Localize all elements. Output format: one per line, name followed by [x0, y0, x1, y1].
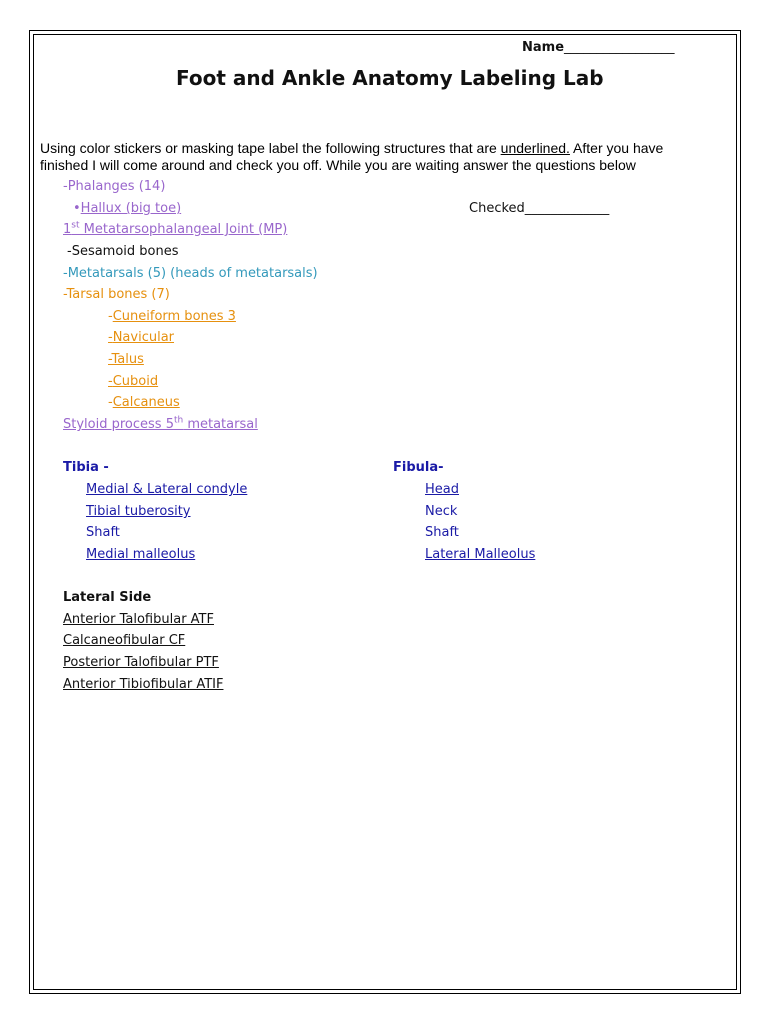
mp-joint-item [63, 222, 287, 238]
tarsal-item-label: Cuneiform bones 3 [112, 309, 236, 324]
page-title: Foot and Ankle Anatomy Labeling Lab [176, 66, 604, 90]
mp-superscript: st [71, 220, 80, 231]
mp-label: Metatarsophalangeal Joint (MP) [79, 222, 288, 237]
tarsal-item-label: Talus [111, 352, 144, 367]
tarsal-item-talus [108, 352, 144, 368]
tarsal-item-cuneiform [108, 309, 236, 325]
name-blank: _________________ [564, 40, 675, 55]
tibia-item: Medial malleolus [86, 547, 196, 562]
styloid-item [63, 417, 258, 433]
fibula-item: Lateral Malleolus [425, 547, 536, 562]
styloid-superscript: th [173, 415, 184, 426]
instructions-text-cont: After you have [569, 140, 664, 156]
tarsal-item-cuboid [108, 374, 158, 390]
lateral-item: Anterior Tibiofibular ATIF [63, 677, 224, 692]
phalanges-item: -Phalanges (14) [63, 179, 166, 194]
sesamoid-item: -Sesamoid bones [67, 244, 179, 259]
fibula-item: Shaft [425, 525, 459, 540]
tarsal-item-label: Navicular [112, 330, 175, 345]
dash: - [108, 352, 112, 367]
lateral-item: Anterior Talofibular ATF [63, 612, 214, 627]
styloid-label-end: metatarsal [183, 417, 258, 432]
lateral-item: Posterior Talofibular PTF [63, 655, 219, 670]
checked-label: Checked [469, 201, 525, 216]
checked-field [469, 201, 609, 217]
instructions-line-2: finished I will come around and check you off. While you are waiting answer the questions below [40, 157, 636, 173]
tibia-heading: Tibia - [63, 460, 109, 475]
instructions-text: Using color stickers or masking tape label the following structures that are [40, 140, 501, 156]
tarsal-item-navicular [108, 330, 174, 346]
checked-blank: _____________ [524, 201, 610, 216]
tibia-item: Tibial tuberosity [86, 504, 191, 519]
fibula-item: Head [425, 482, 459, 497]
instructions-line-1 [40, 140, 663, 157]
dash: - [108, 374, 113, 389]
dash: - [108, 330, 113, 345]
lateral-item: Calcaneofibular CF [63, 633, 186, 648]
styloid-label: Styloid process 5 [63, 417, 174, 432]
bullet: • [73, 201, 81, 216]
fibula-item: Neck [425, 504, 458, 519]
mp-number: 1 [63, 222, 72, 237]
tibia-item: Medial & Lateral condyle [86, 482, 248, 497]
dash: - [108, 309, 113, 324]
fibula-heading: Fibula- [393, 460, 444, 475]
lateral-side-heading: Lateral Side [63, 590, 152, 605]
name-field [522, 40, 675, 56]
tibia-item: Shaft [86, 525, 120, 540]
hallux-item [73, 201, 181, 217]
tarsal-item-label: Calcaneus [112, 395, 180, 410]
metatarsals-item: -Metatarsals (5) (heads of metatarsals) [63, 266, 318, 281]
dash: - [108, 395, 113, 410]
tarsal-bones-item: -Tarsal bones (7) [63, 287, 170, 302]
hallux-label: Hallux (big toe) [80, 201, 182, 216]
name-label: Name [522, 40, 565, 55]
instructions-underlined-word: underlined. [500, 140, 570, 156]
tarsal-item-calcaneus [108, 395, 180, 411]
tarsal-item-label: Cuboid [112, 374, 159, 389]
